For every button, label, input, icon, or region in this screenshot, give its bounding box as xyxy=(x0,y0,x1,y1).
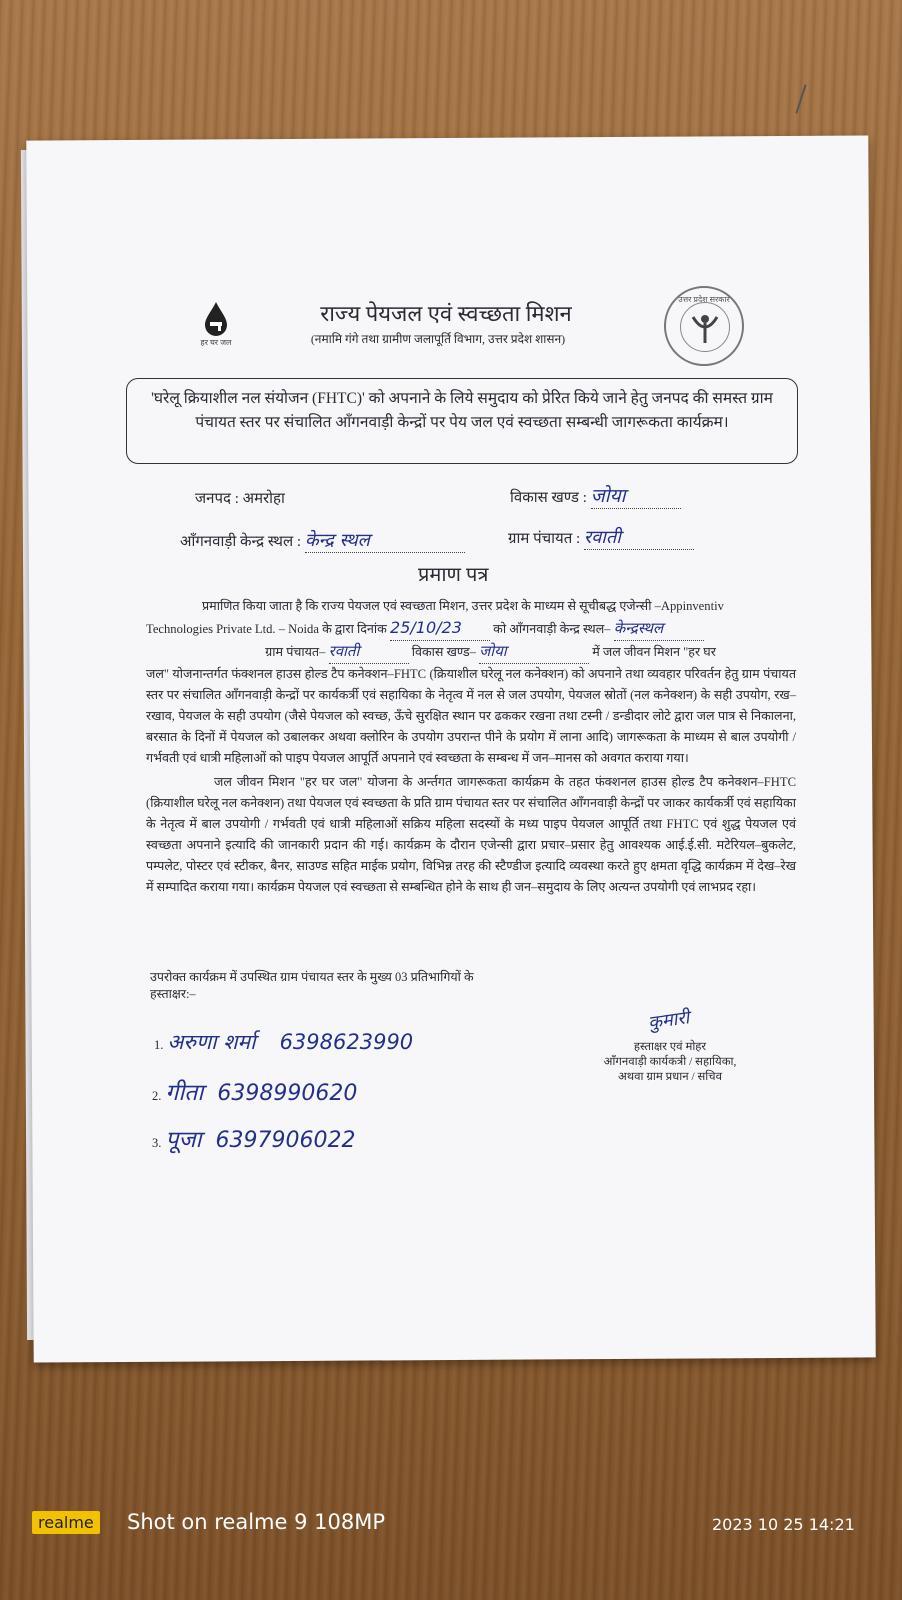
seal-emblem-icon xyxy=(680,302,730,352)
gram-panchayat-value: रवाती xyxy=(583,527,621,548)
program-description-box: 'घरेलू क्रियाशील नल संयोजन (FHTC)' को अपनाने के लिये समुदाय को प्रेरित किये जाने हेतु जनपद की समस्त ग्राम पंचायत स्तर पर संचालित आँगनवाड़ी केन्द्रों पर पेय जल एवं स्वच्छता सम्बन्धी जागरूकता कार्यक्रम। xyxy=(126,378,798,464)
signature-name: गीता xyxy=(165,1080,204,1106)
kendra-value: केन्द्रस्थल xyxy=(613,619,664,637)
signature-entry-3: 3. पूजा 6397906022 xyxy=(152,1127,356,1153)
signature-phone: 6397906022 xyxy=(215,1128,356,1153)
para1-line1: प्रमाणित किया जाता है कि राज्य पेयजल एवं स्वच्छता मिशन, उत्तर प्रदेश के माध्यम से सूचीबद्ध एजेन्सी –Appinventiv xyxy=(202,599,724,613)
vikas-khand-label: विकास खण्ड : xyxy=(510,490,587,506)
janpad-label: जनपद : xyxy=(195,491,239,507)
logo-caption: हर घर जल xyxy=(200,338,232,347)
signature-intro: उपरोक्त कार्यक्रम में उपस्थित ग्राम पंचायत स्तर के मुख्य 03 प्रतिभागियों के हस्ताक्षर:– xyxy=(150,970,474,1001)
signature-name: पूजा xyxy=(165,1127,202,1153)
vikas-khand-field xyxy=(510,482,681,509)
realme-brand-badge: realme xyxy=(32,1511,100,1534)
page-subtitle: (नमामि गंगे तथा ग्रामीण जलापूर्ति विभाग, उत्तर प्रदेश शासन) xyxy=(310,332,566,346)
signature-entry-2: 2. गीता 6398990620 xyxy=(152,1080,358,1106)
certificate-heading: प्रमाण पत्र xyxy=(418,564,489,586)
gp-value: रवाती xyxy=(328,642,360,660)
date-value: 25/10/23 xyxy=(390,618,462,637)
signature-entry-1: 1. अरुणा शर्मा 6398623990 xyxy=(154,1030,414,1054)
gram-panchayat-field xyxy=(508,525,694,550)
vk-value: जोया xyxy=(479,642,507,660)
vikas-khand-value: जोया xyxy=(590,485,626,507)
official-stamp-block: हस्ताक्षर एवं मोहर आँगनवाड़ी कार्यकत्री / सहायिका, अथवा ग्राम प्रधान / सचिव xyxy=(603,1041,737,1083)
seal-text: उत्तर प्रदेश सरकार xyxy=(678,295,730,304)
gram-panchayat-label: ग्राम पंचायत : xyxy=(508,531,581,547)
certificate-paragraph-1 xyxy=(146,596,796,769)
pen-mark xyxy=(795,84,806,113)
para1-line2: Technologies Private Ltd. – Noida के द्वारा दिनांक 25/10/23 को आँगनवाड़ी केन्द्र स्थल– केन्द्रस्थल xyxy=(146,617,796,641)
janpad-field xyxy=(195,488,285,508)
signature-name: अरुणा शर्मा xyxy=(167,1030,256,1054)
anganwadi-field xyxy=(180,528,465,553)
signature-phone: 6398990620 xyxy=(217,1081,358,1106)
page-title: राज्य पेयजल एवं स्वच्छता मिशन xyxy=(320,301,572,326)
har-ghar-jal-logo xyxy=(186,300,246,370)
stamp-signature: कुमारी xyxy=(646,1007,691,1034)
up-government-seal xyxy=(664,286,744,366)
anganwadi-value: केन्द्र स्थल xyxy=(304,530,370,551)
anganwadi-label: आँगनवाड़ी केन्द्र स्थल : xyxy=(180,534,302,550)
para1-body: जल" योजनान्तर्गत फंक्शनल हाउस होल्ड टैप कनेक्शन–FHTC (क्रियाशील घरेलू नल कनेक्शन) को अपनाने तथा व्यवहार परिवर्तन हेतु ग्राम पंचायत स्तर पर संचालित आँगनवाड़ी केन्द्रों पर कार्यकर्त्री एवं सहायिका के नेतृत्व में नल से जल उपयोग, पेयजल स्रोतों (नल कनेक्शन) के सही उपयोग, रख–रखाव, पेयजल के सही उपयोग (जैसे पेयजल को स्वच्छ, ऊँचे सुरक्षित स्थान पर ढककर रखना तथा टस्नी / डन्डीदार लोटे द्वारा जल पात्र से निकालना, बरसात के दिनों में पेयजल को उबालकर अथवा क्लोरिन के उपयोग उपरान्त पीने के प्रयोग में लाना आदि) जागरूकता के माध्यम से बाल उपयोगी / गर्भवती एवं धात्री महिलाओं को पाइप पेयजल आपूर्ति अपनाने एवं स्वच्छता के सम्बन्ध में जन–मानस को अवगत कराया गया। xyxy=(146,667,796,765)
signature-phone: 6398623990 xyxy=(279,1030,414,1054)
certificate-paragraph-2: जल जीवन मिशन "हर घर जल" योजना के अर्न्तगत जागरूकता कार्यक्रम के तहत फंक्शनल हाउस होल्ड टैप कनेक्शन–FHTC (क्रियाशील घरेलू नल कनेक्शन) तथा पेयजल एवं स्वच्छता के प्रति ग्राम पंचायत स्तर पर संचालित आँगनवाड़ी केन्द्रों पर जाकर कार्यकर्त्री एवं सहायिका के नेतृत्व में बाल उपयोगी / गर्भवती एवं धात्री महिलाओं सक्रिय महिला सदस्यों के मध्य पाइप पेयजल आपूर्ति तथा FHTC एवं शुद्ध पेयजल एवं स्वच्छता अपनाने इत्यादि की जानकारी प्रदान की गई। कार्यक्रम के दौरान एजेन्सी द्वारा प्रचार–प्रसार हेतु आवश्यक आई.ई.सी. मटेरियल–बुकलेट, पम्पलेट, पोस्टर एवं स्टीकर, बैनर, साउण्ड सहित माईक प्रयोग, विभिन्न तरह की स्टैण्डीज इत्यादि व्यवस्था करते हुए क्षमता वृद्धि कार्यक्रम में देख–रेख में सम्पादित कराया गया। कार्यक्रम पेयजल एवं स्वच्छता से सम्बन्धित होने के साथ ही जन–समुदाय के लिए अत्यन्त उपयोगी एवं लाभप्रद रहा। xyxy=(146,775,796,894)
para1-line3: ग्राम पंचायत– रवाती विकास खण्ड– जोया में जल जीवन मिशन "हर घर xyxy=(146,641,796,664)
water-drop-icon xyxy=(201,300,231,338)
janpad-value: अमरोहा xyxy=(242,491,285,507)
photo-timestamp: 2023 10 25 14:21 xyxy=(712,1515,855,1534)
camera-watermark-text: Shot on realme 9 108MP xyxy=(127,1510,385,1534)
